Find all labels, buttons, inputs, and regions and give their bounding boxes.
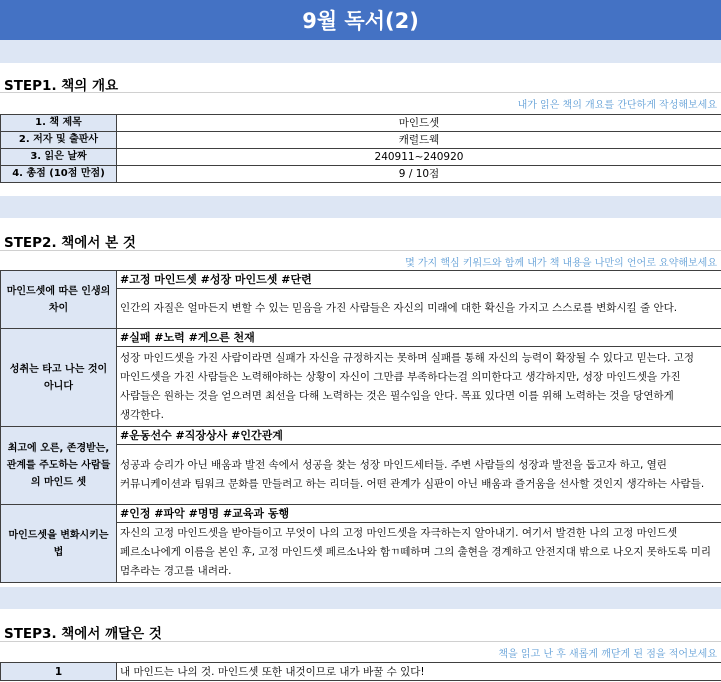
step2-title: STEP2. 책에서 본 것 xyxy=(4,235,136,251)
spacer-band xyxy=(0,196,721,218)
keyword-row xyxy=(1,271,721,289)
book-summary-table xyxy=(0,270,721,583)
summary-cell[interactable]: 인간의 자질은 얼마든지 변할 수 있는 믿음을 가진 사람들은 자신의 미래에 대한 확신을 가지고 스스로를 변화시킬 줄 안다. xyxy=(117,289,721,329)
summary-cell[interactable]: 성장 마인드셋을 가진 사람이라면 실패가 자신을 규정하지는 못하며 실패를 통해 자신의 능력이 확장될 수 있다고 믿는다. 고정 마인드셋을 가진 사람들은 노력해야하는 상황이 자신이 그만큼 부족하다는걸 의미한다고 생각하지만, 성장 마인드셋을 가진 사람들은 원하는 것을 얻으려면 최선을 다해 노력하는 것은 필수임을 안다. 목표 있다면 이를 위해 노력하는 것을 당연하게 생각한다. xyxy=(117,347,721,427)
step3-hint: 책을 읽고 난 후 새롭게 깨닫게 된 점을 적어보세요 xyxy=(498,649,717,660)
table-row xyxy=(1,149,721,166)
keywords-cell[interactable]: #고정 마인드셋 #성장 마인드셋 #단련 xyxy=(117,271,721,289)
keywords-cell[interactable]: #실패 #노력 #게으른 천재 xyxy=(117,329,721,347)
row-label: 2. 저자 및 출판사 xyxy=(1,132,117,149)
row-label: 3. 읽은 날짜 xyxy=(1,149,117,166)
step2-hint: 몇 가지 핵심 키워드와 함께 내가 책 내용을 나만의 언어로 요약해보세요 xyxy=(405,258,717,269)
topic-label: 마인드셋을 변화시키는 법 xyxy=(1,505,117,583)
realization-table xyxy=(0,662,721,681)
page-title: 9월 독서(2) xyxy=(0,0,721,40)
step1-hint: 내가 읽은 책의 개요를 간단하게 작성해보세요 xyxy=(517,100,717,111)
keyword-row xyxy=(1,505,721,523)
step1-title: STEP1. 책의 개요 xyxy=(4,78,119,94)
keywords-cell[interactable]: #운동선수 #직장상사 #인간관계 xyxy=(117,427,721,445)
table-row xyxy=(1,115,721,132)
topic-label: 성취는 타고 나는 것이 아니다 xyxy=(1,329,117,427)
table-row xyxy=(1,166,721,183)
summary-cell[interactable]: 성공과 승리가 아닌 배움과 발전 속에서 성공을 찾는 성장 마인드세터들. 주변 사람들의 성장과 발전을 돕고자 하고, 열린 커뮤니케이션과 팀워크 문화를 만들려고 하는 리더들. 어떤 관계가 심판이 아닌 배움과 즐거움을 선사할 것인지 생각하는 사람들. xyxy=(117,445,721,505)
step1-divider xyxy=(0,92,721,93)
topic-label: 최고에 오른, 존경받는, 관계를 주도하는 사람들의 마인드 셋 xyxy=(1,427,117,505)
read-date-value[interactable]: 240911~240920 xyxy=(117,149,721,166)
book-overview-table xyxy=(0,114,721,183)
row-label: 1. 책 제목 xyxy=(1,115,117,132)
table-row xyxy=(1,663,721,681)
book-title-value[interactable]: 마인드셋 xyxy=(117,115,721,132)
row-number: 1 xyxy=(1,663,117,681)
score-value[interactable]: 9 / 10점 xyxy=(117,166,721,183)
step3-divider xyxy=(0,641,721,642)
table-row xyxy=(1,132,721,149)
keyword-row xyxy=(1,329,721,347)
spacer-band xyxy=(0,40,721,63)
spacer-band xyxy=(0,587,721,609)
keyword-row xyxy=(1,427,721,445)
topic-label: 마인드셋에 따른 인생의 차이 xyxy=(1,271,117,329)
row-label: 4. 총점 (10점 만점) xyxy=(1,166,117,183)
author-value[interactable]: 캐럴드웩 xyxy=(117,132,721,149)
realization-cell[interactable]: 내 마인드는 나의 것. 마인드셋 또한 내것이므로 내가 바꿀 수 있다! xyxy=(117,663,721,681)
step3-title: STEP3. 책에서 깨달은 것 xyxy=(4,626,162,642)
summary-cell[interactable]: 자신의 고정 마인드셋을 받아들이고 무엇이 나의 고정 마인드셋을 자극하는지 알아내기. 여기서 발견한 나의 고정 마인드셋 페르소나에게 이름을 본인 후, 고정 마인드셋 페르소나와 함ㄲ떼하며 그의 출현을 경계하고 안전지대 밖으로 나오지 못하도록 미리 멈추라는 경고를 내려라. xyxy=(117,523,721,583)
step2-divider xyxy=(0,250,721,251)
keywords-cell[interactable]: #인정 #파악 #명명 #교육과 동행 xyxy=(117,505,721,523)
